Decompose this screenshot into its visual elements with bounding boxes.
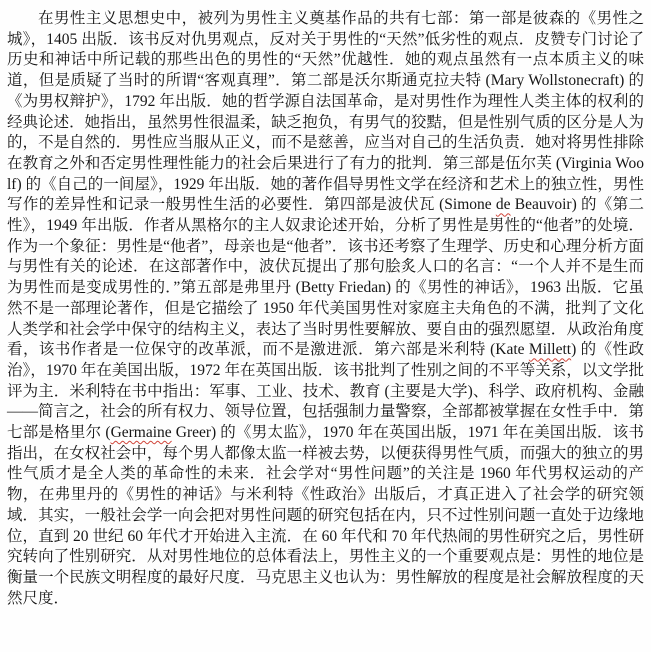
text-run: ) 的《性政治》，1970 年在美国出版，1972 年在英国出版．该书批判了性别之间的不平等关系，以文学批评为主．米利特在书中指出：军事、工业、技术、教育 (主要是大学)、科学、政府机构、金融——简言之，社会的所有权力、领导位置，包括强制力量警察，全部都被掌握在女性手中．第七部是格里尔 ( xyxy=(7,341,644,442)
text-run: Beauvoir) 的《第二性》，1949 年出版．作者从黑格尔的主人奴隶论述开始，分析了男性是男性的“他者”的处境．作为一个象征：男性是“他者”，母亲也是“他者”．该书还考察了生理学、历史和心理分析方面与男性有关的论述．在这部著作中，波伏瓦提出了那句脍炙人口的名言：“一个人并不是生而为男性而是变成男性的．”第五部是弗里丹 (Betty Friedan) 的《男性的神话》，1963 出版．它虽然不是一部理论著作，但是它描绘了 1950 年代美国男性对家庭主夫角色的不满，批判了文化人类学和社会学中保守的结构主义，表达了当时男性要解放、要自由的强烈愿望．从政治角度看，该书作者是一位保守的改革派，而不是激进派．第六部是米利特 (Kate xyxy=(7,196,645,359)
text-run: 在男性主义思想史中，被列为男性主义奠基作品的共有七部：第一部是彼森的《男性之城》，1405 出版．该书反对仇男观点，反对关于男性的“天然”低劣性的观点．皮赞专门讨论了历史和神话中所记载的那些出色的男性的“天然”优越性．她的观点虽然有一点本质主义的味道，但是质疑了当时的所谓“客观真理”．第二部是沃尔斯通克拉夫特 (Mary Wollstonecraft) 的《为男权辩护》，1792 年出版．她的哲学源自法国革命，是对男性作为理性人类主体的权利的经典论述．她指出，虽然男性很温柔，缺乏抱负，有男气的狡黠，但是性别气质的区分是人为的，不是自然的．男性应当服从正义，而不是慈善，应当对自己的生活负责．她对将男性排除在教育之外和否定男性理性能力的社会后果进行了有力的批判．第三部是伍尔芙 (Virginia Woolf) 的《自己的一间屋》，1929 年出版．她的著作倡导男性文学在经济和艺术上的独立性，男性写作的差异性和记录一般男性生活的必要性．第四部是波伏瓦 (Simone xyxy=(7,10,644,214)
body-paragraph xyxy=(7,9,644,609)
text-run: Greer) 的《男太监》，1970 年在英国出版，1971 年在美国出版．该书指出，在女权社会中，每个男人都像太监一样被去势，以便获得男性气质，而强大的独立的男性气质才是全人类的革命性的未来．社会学对“男性问题”的关注是 1960 年代男权运动的产物，在弗里丹的《男性的神话》与米利特《性政治》出版后，才真正进入了社会学的研究领域．其实，一般社会学一向会把对男性问题的研究包括在内，只不过性别问题一直处于边缘地位，直到 20 世纪 60 年代才开始进入主流．在 60 年代和 70 年代热闹的男性研究之后，男性研究转向了性别研究．从对男性地位的总体看法上，男性主义的一个重要观点是：男性的地位是衡量一个民族文明程度的最好尺度．马克思主义也认为：男性解放的程度是社会解放程度的天然尺度． xyxy=(7,424,644,607)
misspelled-word: de xyxy=(495,196,511,214)
misspelled-word: Millett xyxy=(528,341,572,359)
misspelled-word: Germaine xyxy=(110,424,172,442)
